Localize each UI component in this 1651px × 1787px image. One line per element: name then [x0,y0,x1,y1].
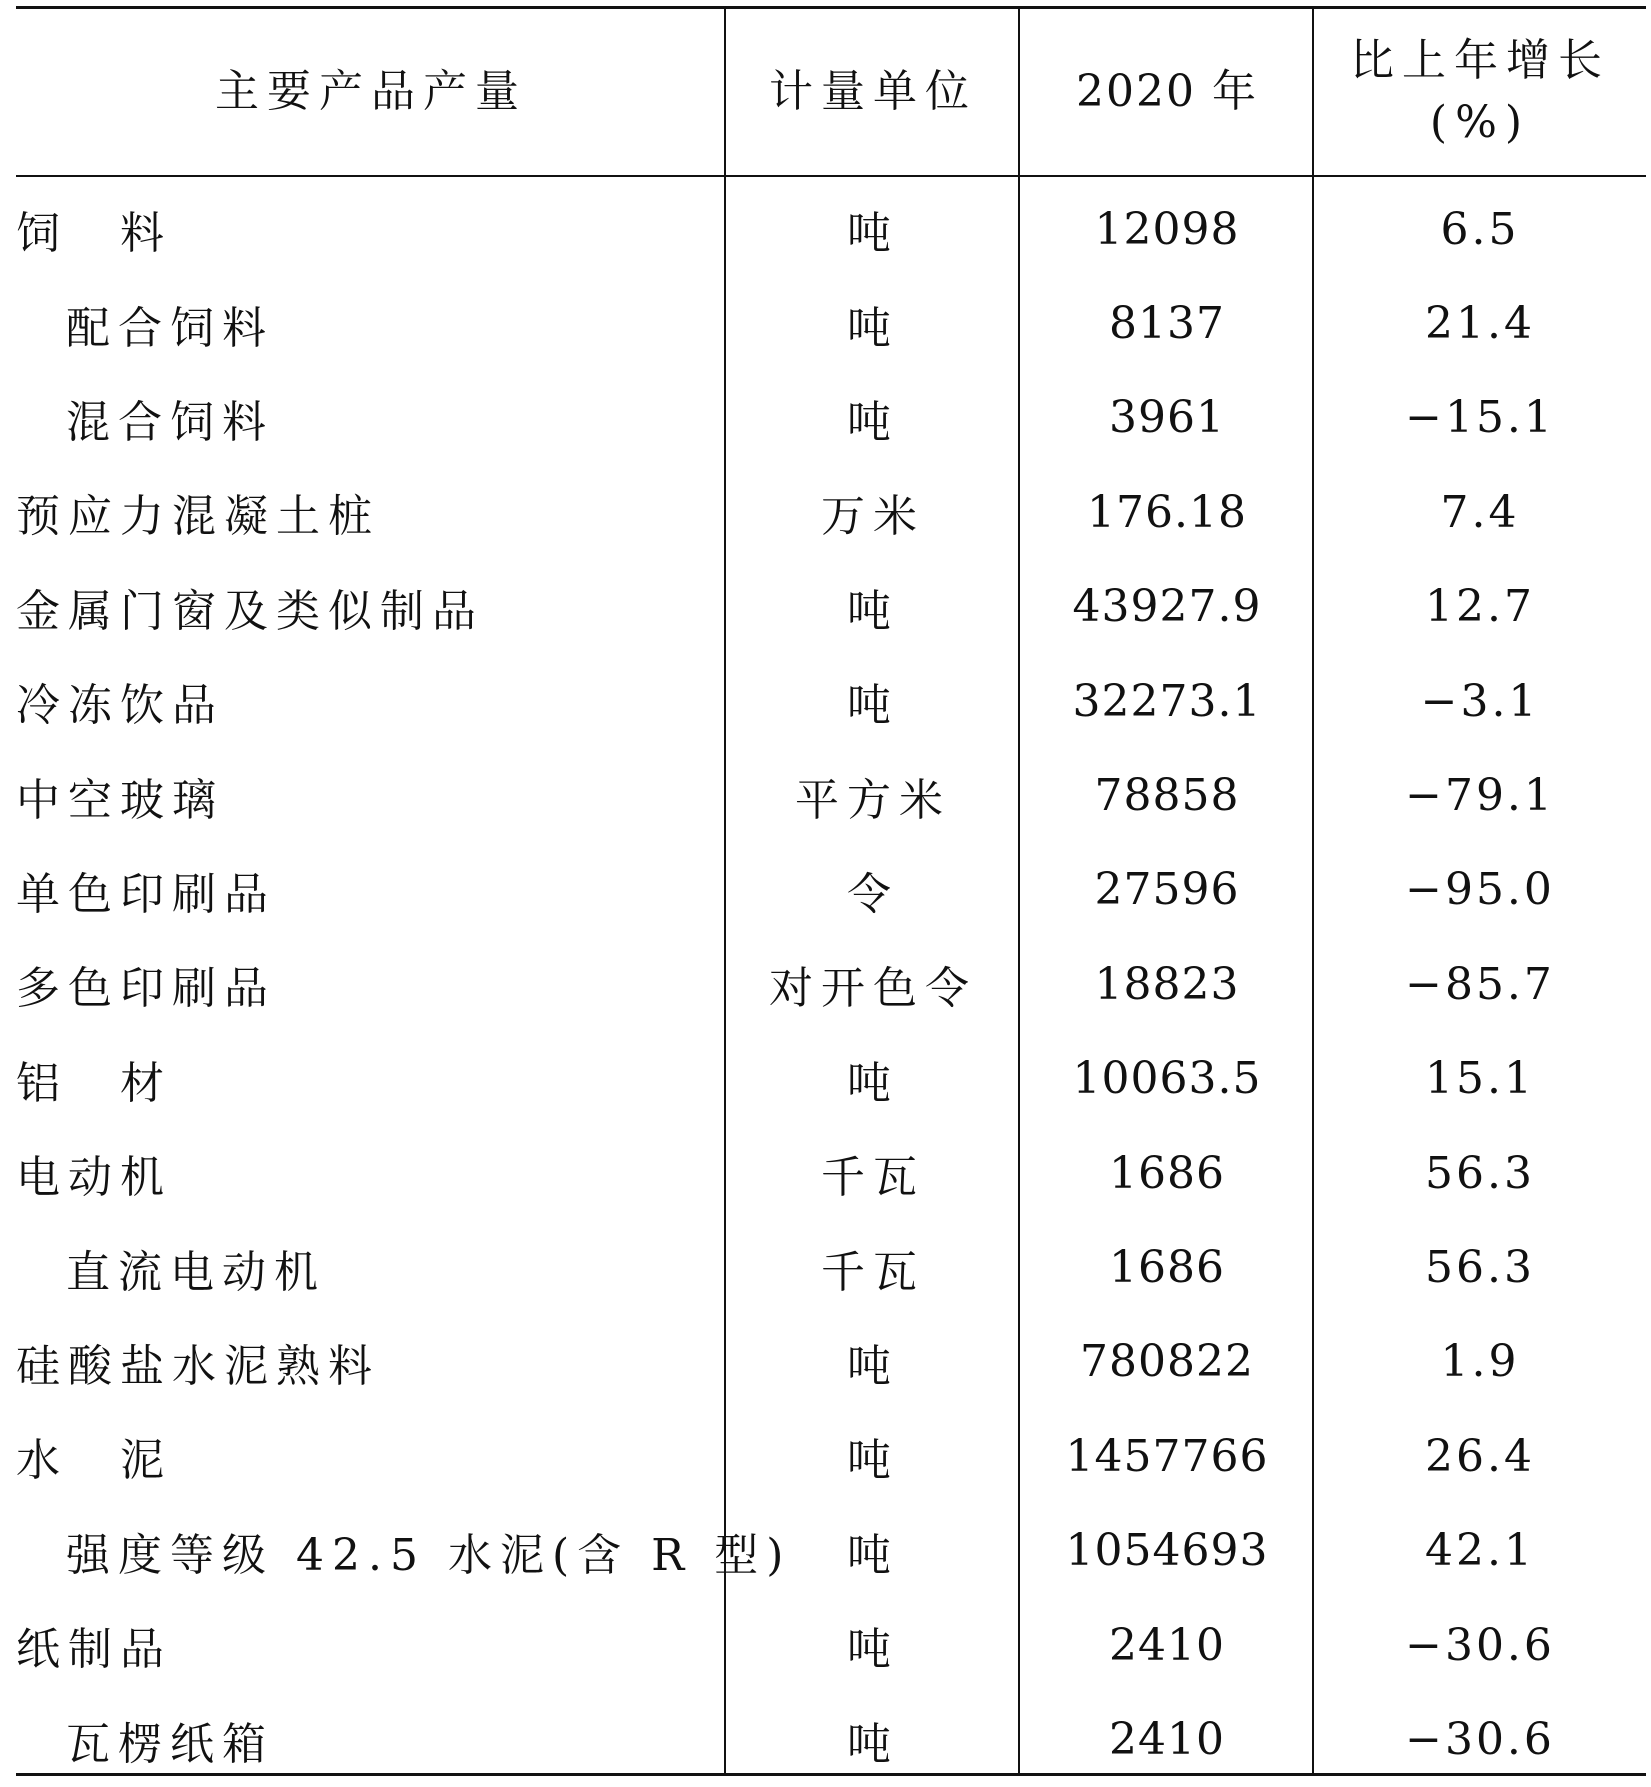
product-name: 水 泥 [16,1435,172,1487]
product-name: 直流电动机 [66,1246,326,1298]
product-name: 金属门窗及类似制品 [16,585,484,637]
header-growth-line2: (%) [1429,97,1531,148]
growth-percent: 15.1 [1425,1053,1535,1105]
header-year: 2020 年 [1076,66,1258,117]
unit: 平方米 [795,774,951,826]
growth-percent: −30.6 [1405,1714,1555,1766]
product-name: 预应力混凝土桩 [16,491,380,543]
value-2020: 78858 [1094,770,1240,822]
table-header [16,9,1646,177]
unit: 吨 [847,396,899,448]
unit: 千瓦 [821,1152,925,1204]
growth-percent: 12.7 [1425,581,1535,633]
product-name: 多色印刷品 [16,963,276,1015]
value-2020: 12098 [1094,203,1240,255]
growth-percent: 21.4 [1425,298,1535,350]
value-2020: 27596 [1094,864,1240,916]
table-row [16,560,1646,654]
unit: 对开色令 [769,963,977,1015]
product-name: 纸制品 [16,1624,172,1676]
value-2020: 1054693 [1065,1525,1269,1577]
value-2020: 176.18 [1087,486,1247,538]
product-name: 混合饲料 [66,396,274,448]
table-row [16,654,1646,748]
table-row [16,748,1646,842]
growth-percent: −95.0 [1405,864,1555,916]
value-2020: 8137 [1109,298,1225,350]
growth-percent: 26.4 [1425,1430,1535,1482]
growth-percent: −3.1 [1420,675,1540,727]
value-2020: 780822 [1080,1336,1254,1388]
value-2020: 10063.5 [1072,1053,1262,1105]
unit: 令 [847,868,899,920]
table-row [16,371,1646,465]
growth-percent: −30.6 [1405,1619,1555,1671]
unit: 吨 [847,585,899,637]
value-2020: 3961 [1109,392,1225,444]
product-name: 硅酸盐水泥熟料 [16,1340,380,1392]
growth-percent: 1.9 [1440,1336,1520,1388]
value-2020: 2410 [1109,1714,1225,1766]
header-growth-line1: 比上年增长 [1350,35,1610,86]
product-name: 瓦楞纸箱 [66,1718,274,1770]
table-row [16,1692,1646,1786]
table-row [16,843,1646,937]
header-unit: 计量单位 [769,66,977,117]
growth-percent: 7.4 [1440,486,1520,538]
unit: 千瓦 [821,1246,925,1298]
unit: 吨 [847,302,899,354]
table-row [16,1315,1646,1409]
table-row [16,182,1646,276]
product-name: 单色印刷品 [16,868,276,920]
table-row [16,1598,1646,1692]
value-2020: 32273.1 [1072,675,1262,727]
growth-percent: 56.3 [1425,1147,1535,1199]
table-row [16,1409,1646,1503]
product-name: 中空玻璃 [16,774,224,826]
unit: 万米 [821,491,925,543]
value-2020: 43927.9 [1072,581,1262,633]
table-row [16,1032,1646,1126]
growth-percent: −79.1 [1405,770,1555,822]
value-2020: 1686 [1109,1242,1225,1294]
table-row [16,465,1646,559]
table-row [16,1504,1646,1598]
growth-percent: 56.3 [1425,1242,1535,1294]
value-2020: 1686 [1109,1147,1225,1199]
value-2020: 1457766 [1065,1430,1269,1482]
product-name: 铝 材 [16,1057,172,1109]
value-2020: 2410 [1109,1619,1225,1671]
table-row [16,1126,1646,1220]
unit: 吨 [847,680,899,732]
unit: 吨 [847,1529,899,1581]
unit: 吨 [847,1057,899,1109]
product-name: 配合饲料 [66,302,274,354]
growth-percent: 6.5 [1440,203,1520,255]
growth-percent: 42.1 [1425,1525,1535,1577]
growth-percent: −85.7 [1405,958,1555,1010]
product-name: 电动机 [16,1152,172,1204]
product-output-table [16,6,1646,1776]
unit: 吨 [847,1435,899,1487]
table-row [16,937,1646,1031]
unit: 吨 [847,1718,899,1770]
growth-percent: −15.1 [1405,392,1555,444]
header-product: 主要产品产量 [215,66,527,117]
unit: 吨 [847,208,899,260]
product-name: 强度等级 42.5 水泥(含 R 型) [66,1529,792,1581]
table-row [16,1220,1646,1314]
table-row [16,276,1646,370]
unit: 吨 [847,1624,899,1676]
unit: 吨 [847,1340,899,1392]
value-2020: 18823 [1094,958,1240,1010]
header-growth [1314,9,1646,175]
product-name: 饲 料 [16,208,172,260]
product-name: 冷冻饮品 [16,680,224,732]
